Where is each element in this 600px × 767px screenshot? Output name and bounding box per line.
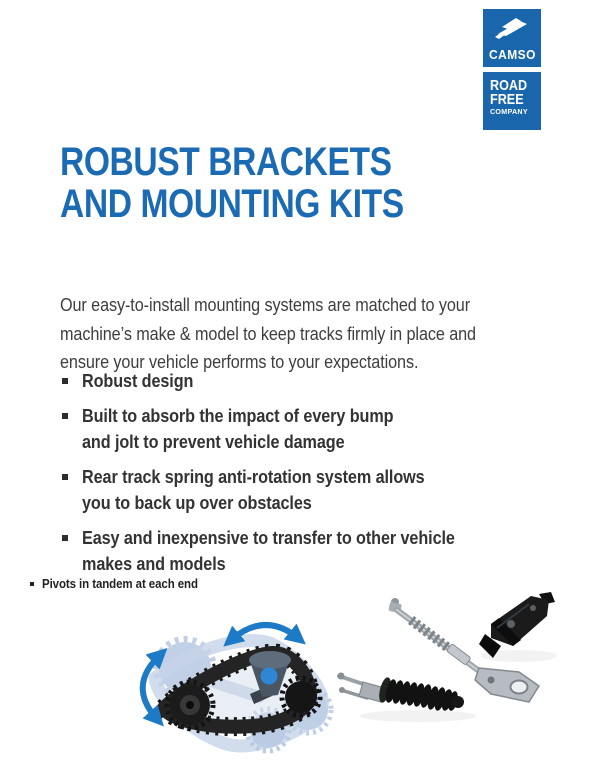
track-pivot-figure (100, 598, 345, 767)
hub-dot (261, 668, 278, 685)
camso-swoosh-icon (492, 15, 532, 46)
bullet-marker (62, 413, 68, 419)
page-title (60, 141, 469, 225)
bullet-marker (62, 378, 68, 384)
page-title-line1: ROBUST BRACKETS (60, 140, 392, 184)
roadfree-line-company: COMPANY (490, 107, 528, 116)
bullet-marker (62, 474, 68, 480)
mounting-kit-hardware-photo (333, 588, 597, 740)
pivot-caption-text: Pivots in tandem at each end (42, 576, 198, 591)
bracket-part (479, 592, 555, 658)
feature-text: you to back up over obstacles (82, 493, 312, 513)
feature-item (60, 525, 496, 577)
feature-text: makes and models (82, 554, 226, 574)
camso-logo (483, 9, 541, 67)
feature-text: Built to absorb the impact of every bump (82, 406, 394, 426)
roadfree-badge (483, 72, 541, 130)
bullet-marker (62, 535, 68, 541)
feature-item (60, 403, 496, 455)
intro-line: machine’s make & model to keep tracks firmly in place and (60, 323, 476, 344)
feature-text: Easy and inexpensive to transfer to other vehicle (82, 528, 455, 548)
intro-line: Our easy-to-install mounting systems are matched to your (60, 295, 471, 315)
brand-logos (483, 9, 541, 130)
bullet-marker (30, 582, 34, 586)
intro-line: ensure your vehicle performs to your expectations. (60, 352, 419, 372)
coil-spring-part (338, 673, 465, 712)
feature-list (60, 368, 496, 586)
feature-text: Rear track spring anti-rotation system allows (82, 467, 425, 487)
intro-paragraph (60, 291, 522, 377)
feature-item (60, 464, 496, 516)
roadfree-line-road: ROAD (490, 77, 528, 94)
pivot-caption (30, 576, 211, 591)
page-title-line2: AND MOUNTING KITS (60, 182, 404, 226)
feature-item (60, 368, 496, 394)
mounting-kit-figure (333, 588, 597, 745)
camso-wordmark: CAMSO (488, 46, 536, 62)
feature-text: and jolt to prevent vehicle damage (82, 432, 345, 452)
roadfree-line-free: FREE (490, 91, 524, 108)
track-system-pivot-illustration (100, 598, 345, 767)
feature-text: Robust design (82, 371, 194, 391)
